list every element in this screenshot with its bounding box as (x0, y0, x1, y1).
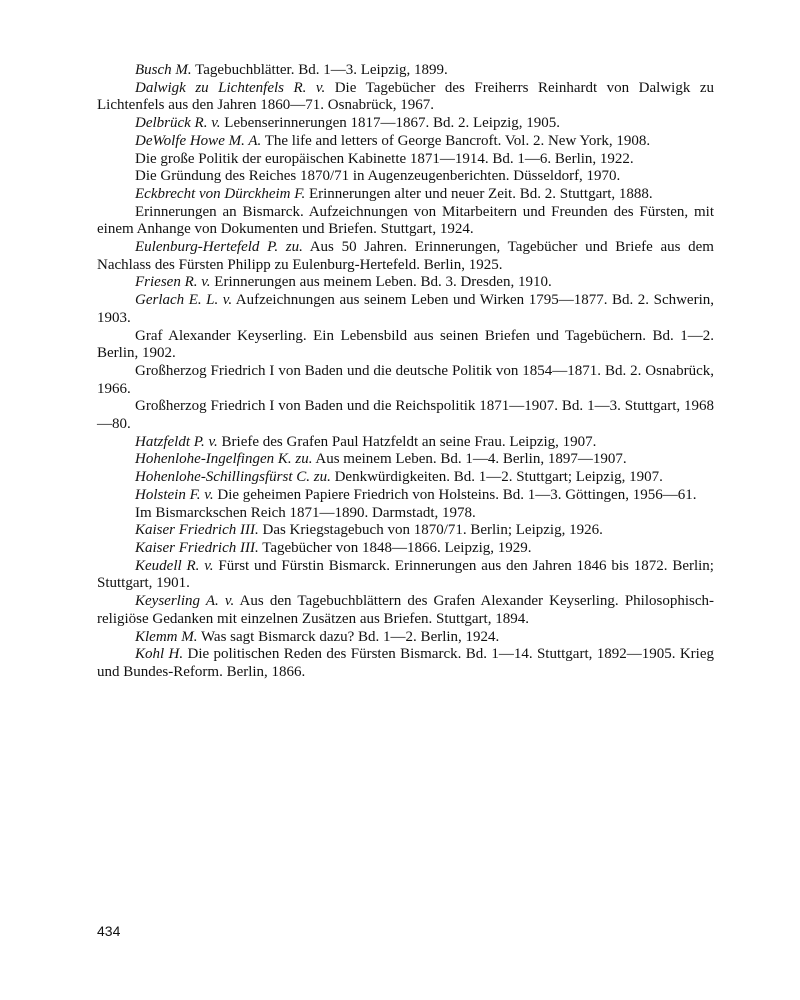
entry-author: Hatzfeldt P. v. (135, 433, 218, 450)
entry-text: Lebenserinnerungen 1817—1867. Bd. 2. Leipzig, 1905. (220, 115, 561, 132)
entry-text: Die Tagebücher des Freiherrs Reinhardt von Dalwigk zu Lichtenfels aus den Jahren 1860—71. Osnabrück, 1967. (97, 79, 714, 114)
bibliography-entry (97, 133, 714, 151)
entry-text: Aus den Tagebuchblättern des Grafen Alexander Keyserling. Philosophisch-religiöse Gedanken mit einzelnen Zusätzen aus Briefen. Stuttgart, 1894. (97, 593, 714, 627)
entry-text: Großherzog Friedrich I von Baden und die Reichspolitik 1871—1907. Bd. 1—3. Stuttgart, 1968—80. (97, 398, 714, 433)
entry-text: Das Kriegstagebuch von 1870/71. Berlin; Leipzig, 1926. (258, 522, 603, 539)
bibliography-entry (97, 292, 714, 327)
bibliography-entry (97, 629, 714, 647)
bibliography-entry (97, 80, 714, 115)
entry-text: Aufzeichnungen aus seinem Leben und Wirken 1795—1877. Bd. 2. Schwerin, 1903. (97, 292, 714, 326)
entry-author: Busch M. (135, 62, 192, 78)
entry-text: Die Gründung des Reiches 1870/71 in Augenzeugenberichten. Düsseldorf, 1970. (135, 168, 621, 185)
entry-text: Denkwürdigkeiten. Bd. 1—2. Stuttgart; Leipzig, 1907. (330, 469, 663, 486)
bibliography-entry (97, 540, 714, 558)
entry-author: Hohenlohe-Ingelfingen K. zu. (135, 451, 313, 468)
entry-text: Tagebuchblätter. Bd. 1—3. Leipzig, 1899. (191, 62, 448, 78)
entry-author: Eulenburg-Hertefeld P. zu. (135, 239, 303, 256)
entry-text: Tagebücher von 1848—1866. Leipzig, 1929. (258, 539, 532, 556)
bibliography-entry (97, 522, 714, 540)
bibliography-entry (97, 451, 714, 469)
bibliography-entry (97, 239, 714, 274)
entry-text: Die geheimen Papiere Friedrich von Holsteins. Bd. 1—3. Göttingen, 1956—61. (213, 486, 697, 503)
bibliography-list (97, 62, 714, 682)
bibliography-entry (97, 593, 714, 628)
entry-author: Gerlach E. L. v. (135, 292, 233, 309)
entry-author: Delbrück R. v. (135, 115, 221, 132)
bibliography-entry (97, 363, 714, 398)
entry-text: Erinnerungen aus meinem Leben. Bd. 3. Dresden, 1910. (210, 274, 552, 291)
bibliography-entry (97, 469, 714, 487)
entry-author: Eckbrecht von Dürckheim F. (135, 185, 306, 202)
entry-text: Aus 50 Jahren. Erinnerungen, Tagebücher und Briefe aus dem Nachlass des Fürsten Philipp zu Eulenburg-Hertefeld. Berlin, 1925. (97, 239, 714, 273)
bibliography-entry (97, 505, 714, 523)
bibliography-entry (97, 646, 714, 681)
entry-author: Kaiser Friedrich III. (135, 522, 259, 539)
entry-text: Was sagt Bismarck dazu? Bd. 1—2. Berlin, 1924. (197, 628, 500, 645)
entry-author: Dalwigk zu Lichtenfels R. v. (135, 79, 326, 96)
bibliography-entry (97, 398, 714, 433)
bibliography-entry (97, 434, 714, 452)
entry-author: Hohenlohe-Schillingsfürst C. zu. (135, 469, 331, 486)
entry-text: Die politischen Reden des Fürsten Bismarck. Bd. 1—14. Stuttgart, 1892—1905. Krieg und Bundes-Reform. Berlin, 1866. (97, 646, 714, 680)
entry-text: The life and letters of George Bancroft. Vol. 2. New York, 1908. (261, 132, 651, 149)
entry-author: Holstein F. v. (135, 486, 214, 503)
bibliography-entry (97, 115, 714, 133)
bibliography-entry (97, 274, 714, 292)
entry-text: Graf Alexander Keyserling. Ein Lebensbild aus seinen Briefen und Tagebüchern. Bd. 1—2. Berlin, 1902. (97, 327, 714, 362)
entry-author: Keudell R. v. (135, 557, 214, 574)
entry-author: Kaiser Friedrich III. (135, 539, 259, 556)
bibliography-entry (97, 151, 714, 169)
entry-text: Fürst und Fürstin Bismarck. Erinnerungen aus den Jahren 1846 bis 1872. Berlin; Stuttgart, 1901. (97, 557, 714, 592)
entry-text: Erinnerungen alter und neuer Zeit. Bd. 2. Stuttgart, 1888. (305, 185, 653, 202)
entry-author: Friesen R. v. (135, 274, 211, 291)
bibliography-entry (97, 168, 714, 186)
entry-text: Briefe des Grafen Paul Hatzfeldt an seine Frau. Leipzig, 1907. (217, 433, 597, 450)
entry-text: Die große Politik der europäischen Kabinette 1871—1914. Bd. 1—6. Berlin, 1922. (135, 150, 634, 167)
bibliography-entry (97, 487, 714, 505)
bibliography-entry (97, 62, 714, 80)
entry-text: Im Bismarckschen Reich 1871—1890. Darmstadt, 1978. (135, 504, 476, 521)
entry-author: DeWolfe Howe M. A. (135, 132, 262, 149)
bibliography-entry (97, 558, 714, 593)
page-number: 434 (97, 923, 121, 939)
entry-text: Großherzog Friedrich I von Baden und die deutsche Politik von 1854—1871. Bd. 2. Osnabrück, 1966. (97, 362, 714, 397)
bibliography-entry (97, 186, 714, 204)
entry-text: Erinnerungen an Bismarck. Aufzeichnungen von Mitarbeitern und Freunden des Fürsten, mit einem Anhange von Dokumenten und Briefen. Stuttgart, 1924. (97, 203, 714, 238)
bibliography-entry (97, 204, 714, 239)
entry-text: Aus meinem Leben. Bd. 1—4. Berlin, 1897—1907. (312, 451, 627, 468)
entry-author: Keyserling A. v. (135, 593, 235, 610)
bibliography-entry (97, 328, 714, 363)
entry-author: Kohl H. (135, 646, 184, 663)
entry-author: Klemm M. (135, 628, 198, 645)
